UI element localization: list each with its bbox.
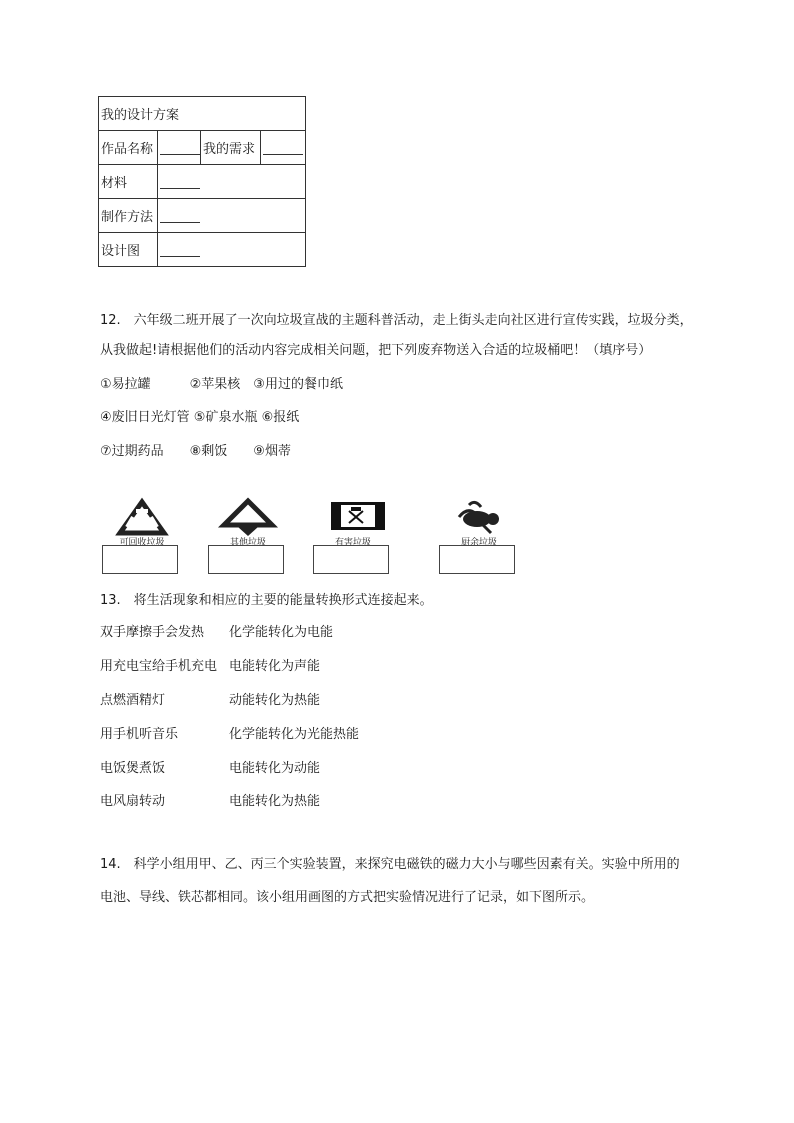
phenomenon-item[interactable]: 点燃酒精灯: [100, 693, 166, 708]
q12-items-row1: ①易拉罐 ②苹果核 ③用过的餐巾纸: [100, 377, 343, 392]
bin-hazardous-label: 有害垃圾: [334, 538, 371, 548]
bin-hazardous-answer-box[interactable]: [313, 545, 389, 574]
conversion-item[interactable]: 电能转化为热能: [229, 794, 321, 809]
q14-line1: 14. 科学小组用甲、乙、丙三个实验装置，来探究电磁铁的磁力大小与哪些因素有关。实验中所用的: [100, 857, 680, 872]
bin-other-label: 其他垃圾: [229, 538, 266, 548]
phenomenon-item[interactable]: 用充电宝给手机充电: [100, 659, 218, 674]
material-blank[interactable]: [158, 165, 306, 199]
phenomenon-item[interactable]: 电饭煲煮饭: [100, 761, 166, 776]
conversion-item[interactable]: 电能转化为声能: [229, 659, 321, 674]
bin-recyclable-label: 可回收垃圾: [119, 538, 165, 548]
design-plan-table: [98, 96, 306, 267]
q13-title: 13. 将生活现象和相应的主要的能量转换形式连接起来。: [100, 593, 433, 608]
conversion-item[interactable]: 化学能转化为电能: [229, 625, 334, 640]
conversion-item[interactable]: 电能转化为动能: [229, 761, 321, 776]
drawing-label: 设计图: [99, 233, 158, 267]
my-needs-blank[interactable]: [261, 131, 306, 165]
bin-hazardous: [313, 497, 393, 575]
hazardous-waste-icon: [313, 497, 393, 537]
q14-line2: 电池、导线、铁芯都相同。该小组用画图的方式把实验情况进行了记录，如下图所示。: [100, 890, 595, 905]
waste-bins: [100, 497, 530, 577]
my-needs-label: 我的需求: [201, 131, 261, 165]
drawing-blank[interactable]: [158, 233, 306, 267]
method-blank[interactable]: [158, 199, 306, 233]
other-waste-icon: [208, 497, 288, 537]
bin-other: [208, 497, 288, 575]
bin-other-answer-box[interactable]: [208, 545, 284, 574]
design-plan-header: 我的设计方案: [99, 97, 306, 131]
bin-kitchen-label: 厨余垃圾: [460, 538, 497, 548]
work-name-blank[interactable]: [158, 131, 201, 165]
conversion-item[interactable]: 动能转化为热能: [229, 693, 321, 708]
bin-kitchen-answer-box[interactable]: [439, 545, 515, 574]
bin-kitchen: [439, 497, 519, 575]
method-label: 制作方法: [99, 199, 158, 233]
q12-line2: 从我做起!请根据他们的活动内容完成相关问题，把下列废弃物送入合适的垃圾桶吧！（填序号）: [100, 343, 652, 358]
phenomenon-item[interactable]: 用手机听音乐: [100, 727, 179, 742]
bin-recyclable-answer-box[interactable]: [102, 545, 178, 574]
work-name-label: 作品名称: [99, 131, 158, 165]
phenomenon-item[interactable]: 电风扇转动: [100, 794, 166, 809]
recycle-icon: [102, 497, 182, 537]
q12-items-row3: ⑦过期药品 ⑧剩饭 ⑨烟蒂: [100, 444, 291, 459]
phenomenon-item[interactable]: 双手摩擦手会发热: [100, 625, 205, 640]
conversion-item[interactable]: 化学能转化为光能热能: [229, 727, 360, 742]
bin-recyclable: [102, 497, 182, 575]
q12-items-row2: ④废旧日光灯管 ⑤矿泉水瓶 ⑥报纸: [100, 410, 300, 425]
material-label: 材料: [99, 165, 158, 199]
kitchen-waste-icon: [439, 497, 519, 537]
q12-line1: 12. 六年级二班开展了一次向垃圾宣战的主题科普活动，走上街头走向社区进行宣传实践，垃圾分类，: [100, 313, 693, 328]
